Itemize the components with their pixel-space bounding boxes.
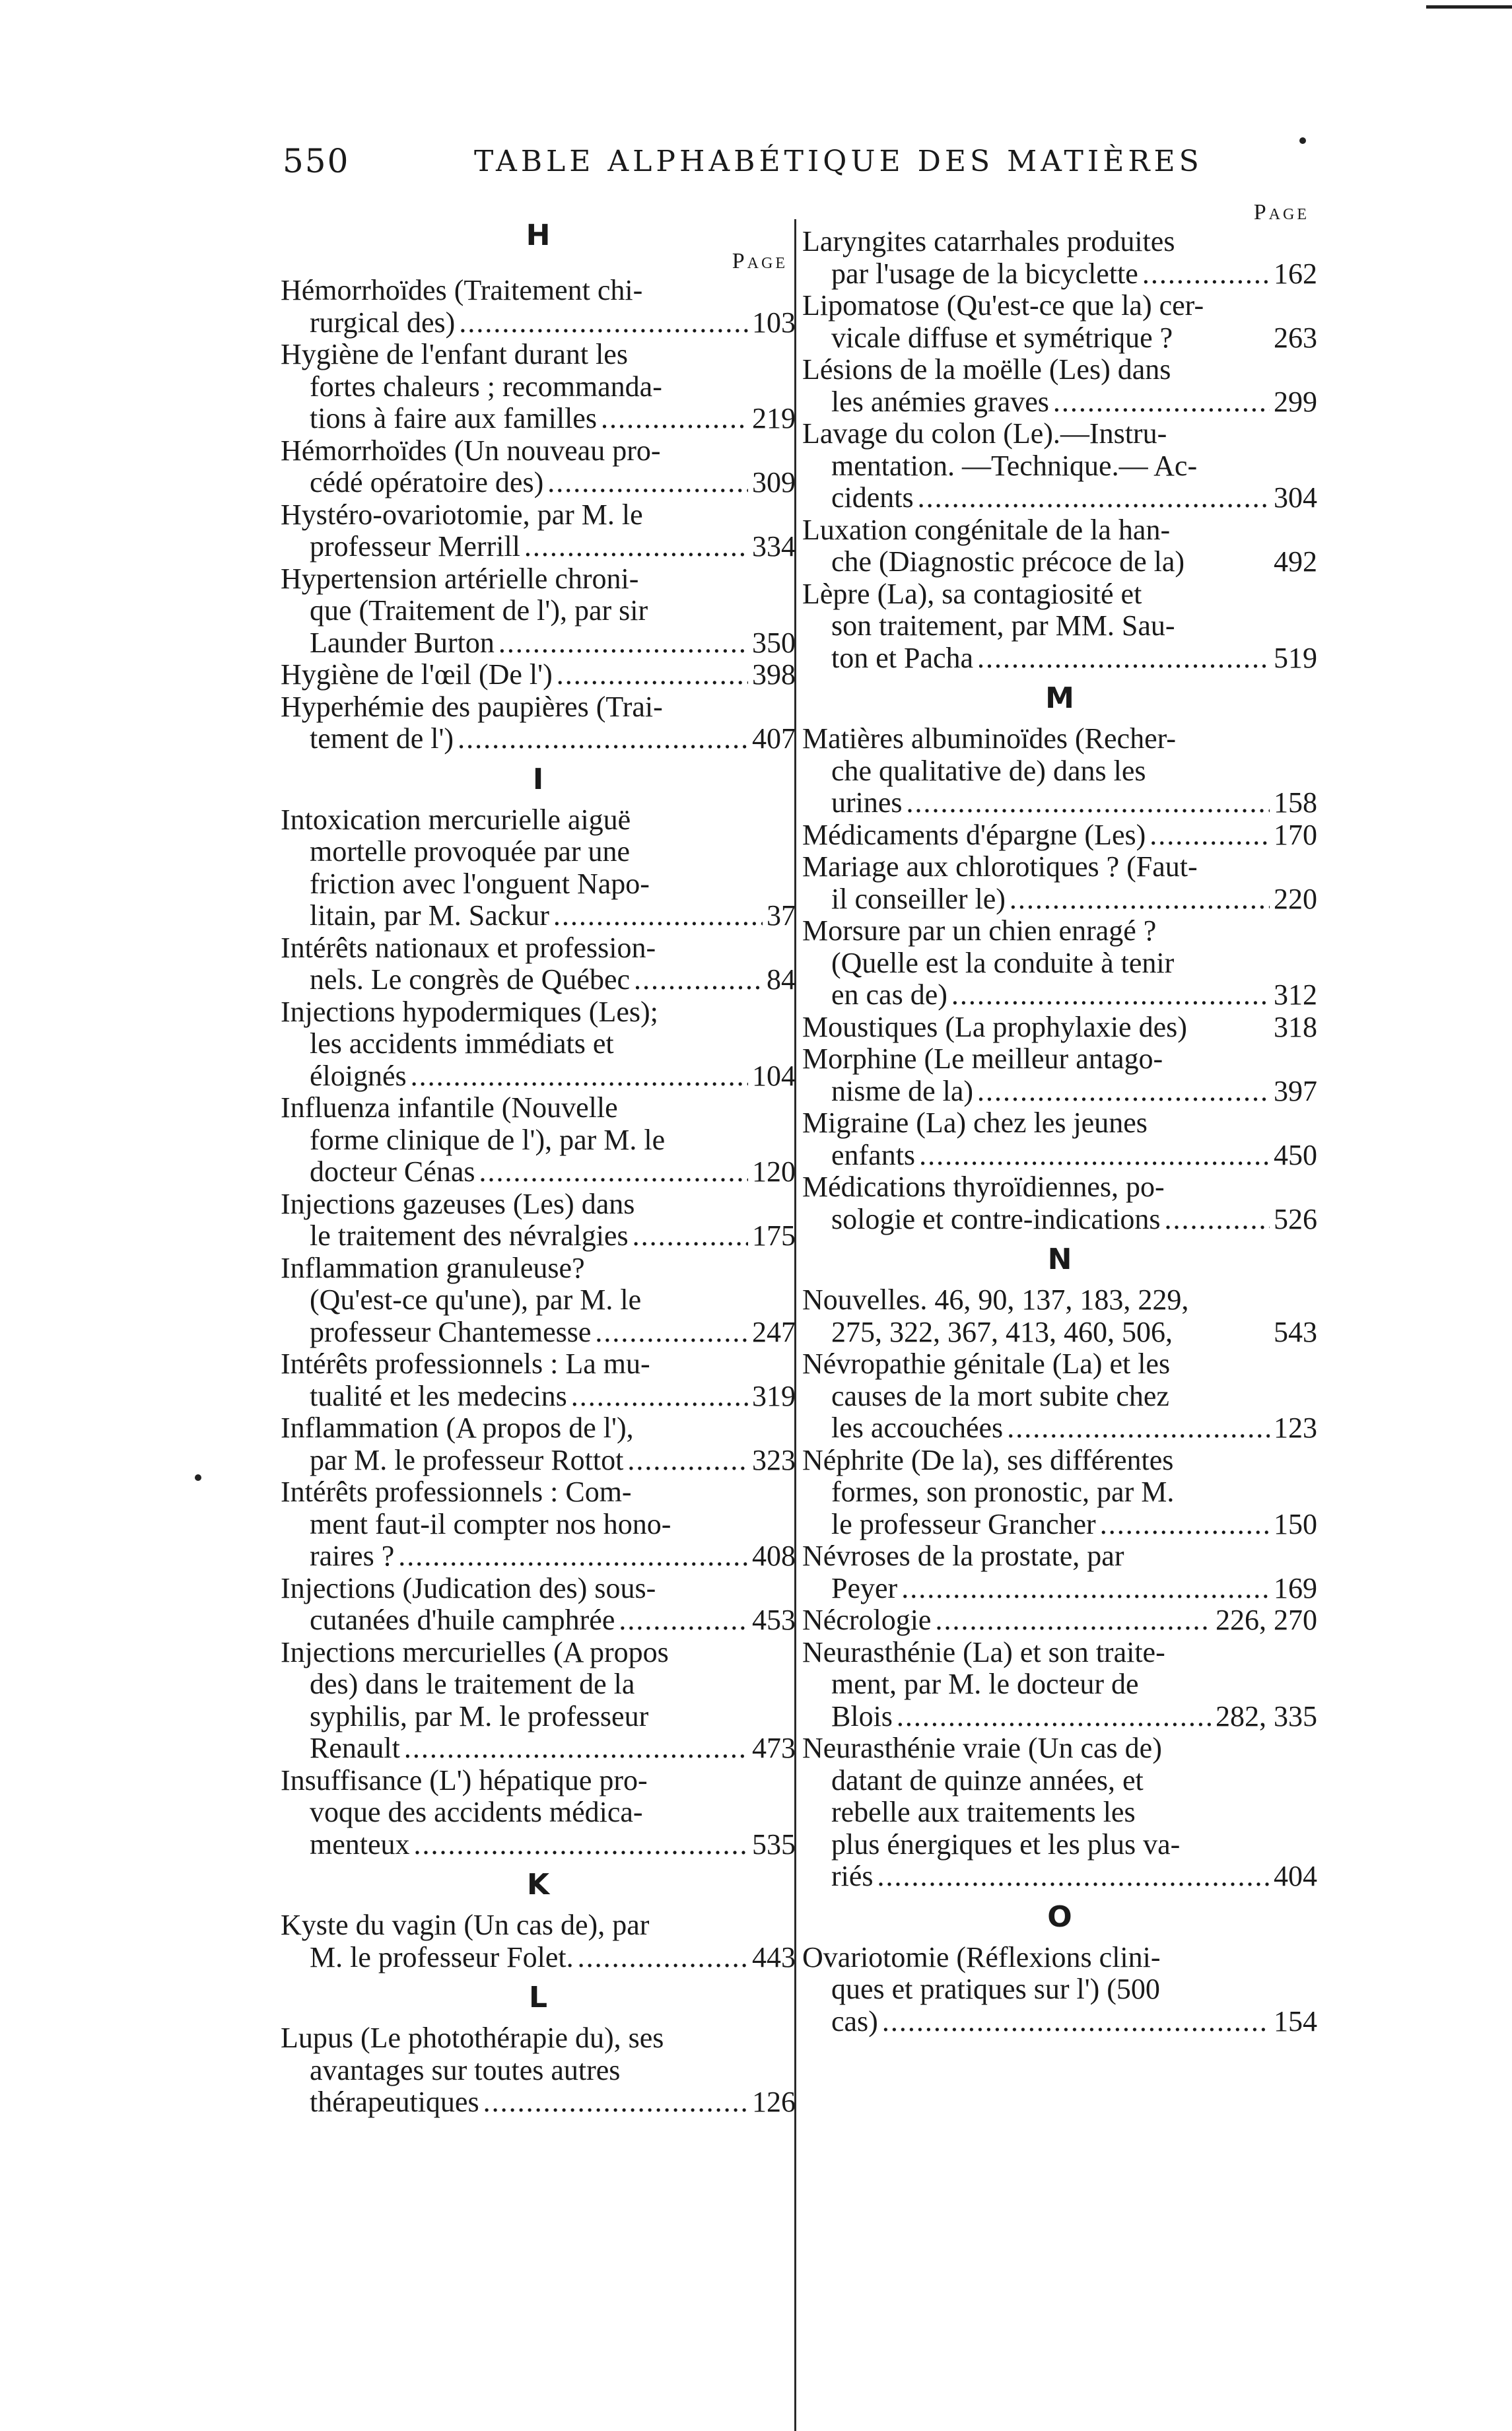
dot-leader [459,307,748,339]
entry-line: (Qu'est-ce qu'une), par M. le [310,1284,642,1316]
index-entry [802,851,1317,915]
index-entry [281,1637,796,1765]
entry-text: Peyer [831,1572,898,1604]
dot-leader [935,1604,1212,1637]
index-entry [802,1942,1317,2038]
entry-line: les accidents immédiats et [310,1028,614,1060]
page-reference: 170 [1274,819,1317,851]
section-letter: K [526,1868,550,1901]
dot-leader [458,723,748,755]
dot-leader [619,1604,748,1637]
dot-leader [578,1942,748,1974]
index-entry [802,1171,1317,1235]
index-entry [281,2022,796,2119]
entry-line [281,964,796,996]
entry-text: urines [831,787,903,819]
entry-text: cas) [831,2005,878,2037]
index-entry [802,1604,1317,1637]
entry-line: Névropathie génitale (La) et les [802,1348,1171,1380]
entry-line: Médications thyroïdiennes, po- [802,1171,1165,1203]
dot-leader [411,1060,748,1093]
page-reference: 319 [752,1380,796,1412]
entry-line [802,322,1317,355]
entry-line [802,1011,1317,1044]
index-entry [802,226,1317,290]
index-entry [802,819,1317,852]
entry-line: plus énergiques et les plus va- [831,1828,1181,1861]
dot-leader [1007,1412,1270,1445]
ink-speck [195,1474,201,1481]
entry-line: che qualitative de) dans les [831,755,1146,787]
page-reference: 408 [752,1540,796,1572]
entry-line [802,258,1317,291]
index-entry [802,514,1317,578]
dot-leader [1165,1204,1270,1236]
entry-line: Influenza infantile (Nouvelle [281,1092,618,1124]
dot-leader [977,642,1270,675]
entry-line [281,1540,796,1573]
dot-leader [634,964,763,996]
entry-line [802,642,1317,675]
page-reference: 104 [752,1060,796,1092]
entry-line: ment, par M. le docteur de [831,1668,1139,1700]
entry-line [281,2086,796,2119]
entry-line: Injections gazeuses (Les) dans [281,1188,635,1220]
entry-text: Hygiène de l'œil (De l') [281,659,553,691]
dot-leader [479,1156,748,1188]
page-reference: 299 [1274,386,1317,418]
running-header [283,142,1220,195]
section-letter: H [526,219,551,252]
entry-line [802,1204,1317,1236]
dot-leader [877,1861,1270,1893]
page-reference: 450 [1274,1139,1317,1171]
entry-line: Neurasthénie vraie (Un cas de) [802,1732,1162,1764]
page-reference: 37 [767,900,796,932]
entry-text: éloignés [310,1060,407,1092]
section-letter: O [1047,1900,1072,1934]
index-entry [281,435,796,499]
dot-leader [1010,883,1270,916]
corner-rule [1426,5,1512,9]
page-reference: 120 [752,1156,796,1188]
section-letter: I [532,762,544,796]
entry-line: Matières albuminoïdes (Recher- [802,723,1177,755]
entry-text: Renault [310,1732,400,1764]
page-reference: 492 [1274,546,1317,578]
entry-line [281,1381,796,1413]
page-reference: 398 [752,659,796,691]
entry-line [802,2006,1317,2038]
index-entry [281,499,796,563]
entry-text: Launder Burton [310,627,495,659]
dot-leader [918,482,1270,514]
entry-line: Intérêts professionnels : Com- [281,1476,632,1508]
entry-text: sologie et contre-indications [831,1203,1161,1235]
index-entry [802,1107,1317,1171]
dot-leader [907,787,1270,819]
entry-text: cidents [831,482,914,514]
entry-line: Mariage aux chlorotiques ? (Faut- [802,851,1198,883]
entry-line [281,1060,796,1093]
entry-line: Luxation congénitale de la han- [802,514,1171,546]
entry-line: Insuffisance (L') hépatique pro- [281,1764,648,1797]
entry-text: M. le professeur Folet. [310,1941,574,1973]
entry-line [802,819,1317,852]
index-entry [802,578,1317,675]
entry-text: docteur Cénas [310,1156,475,1188]
index-entry [802,1348,1317,1445]
entry-line: Intoxication mercurielle aiguë [281,804,631,836]
entry-line [281,531,796,563]
page-reference: 162 [1274,257,1317,290]
entry-text: che (Diagnostic précoce de la) [831,546,1185,578]
entry-line: Hygiène de l'enfant durant les [281,339,628,370]
page-reference: 103 [752,306,796,339]
dot-leader [1100,1509,1270,1541]
entry-text: Moustiques (La prophylaxie des) [802,1011,1187,1043]
entry-line: Migraine (La) chez les jeunes [802,1107,1148,1139]
entry-text: les anémies graves [831,386,1049,418]
entry-line: fortes chaleurs ; recommanda- [310,370,662,403]
entry-line: datant de quinze années, et [831,1764,1144,1797]
page-reference: 154 [1274,2005,1317,2037]
index-entry [281,563,796,660]
entry-line: causes de la mort subite chez [831,1380,1169,1412]
entry-line: Hystéro-ovariotomie, par M. le [281,498,643,531]
dot-leader [524,531,748,563]
index-entry [281,691,796,755]
entry-line [281,1604,796,1637]
entry-line: Laryngites catarrhales produites [802,226,1175,257]
entry-line: voque des accidents médica- [310,1797,643,1828]
entry-text: 275, 322, 367, 413, 460, 506, [831,1316,1173,1348]
page-reference: 397 [1274,1075,1317,1107]
entry-line [281,1942,796,1974]
left-column [281,211,796,2119]
entry-text: riés [831,1861,874,1892]
entry-text: en cas de) [831,979,947,1011]
entry-line [802,1861,1317,1893]
index-entry [802,1043,1317,1107]
entry-text: raires ? [310,1540,395,1572]
entry-line: Neurasthénie (La) et son traite- [802,1636,1165,1668]
entry-line: avantages sur toutes autres [310,2054,621,2086]
page-reference: 443 [752,1941,796,1973]
dot-leader [601,403,748,435]
entry-line [281,1156,796,1188]
entry-line: Inflammation (A propos de l'), [281,1412,634,1444]
dot-leader [398,1540,748,1573]
entry-text: par l'usage de la bicyclette [831,257,1138,290]
page-column-label: Page [1253,200,1309,224]
entry-text: professeur Chantemesse [310,1316,592,1348]
dot-leader [404,1732,748,1765]
entry-line: Intérêts professionnels : La mu- [281,1348,650,1380]
entry-line: Lèpre (La), sa contagiosité et [802,578,1142,610]
entry-text: tement de l') [310,723,454,755]
index-entry [802,354,1317,418]
dot-leader [1142,258,1270,291]
index-entry [802,723,1317,819]
entry-text: rurgical des) [310,306,456,339]
entry-text: litain, par M. Sackur [310,900,549,932]
index-entry [281,1573,796,1637]
page-reference: 226, 270 [1216,1604,1317,1636]
entry-line [281,1829,796,1861]
dot-leader [901,1573,1270,1605]
entry-line [802,546,1317,578]
entry-text: cédé opératoire des) [310,467,544,498]
dot-leader [627,1445,748,1477]
entry-line: ques et pratiques sur l') (500 [831,1973,1160,2005]
dot-leader [557,659,748,691]
page-reference: 304 [1274,482,1317,514]
index-entry [281,659,796,691]
entry-line [281,403,796,435]
page-reference: 519 [1274,642,1317,674]
entry-text: cutanées d'huile camphrée [310,1604,615,1636]
index-entry [802,1011,1317,1044]
dot-leader [633,1220,748,1252]
entry-line: Kyste du vagin (Un cas de), par [281,1909,650,1941]
index-entry [802,418,1317,514]
dot-leader [882,2006,1270,2038]
entry-text: ton et Pacha [831,642,974,674]
entry-line: Injections mercurielles (A propos [281,1636,669,1668]
section-letter: L [528,1981,548,2014]
entry-line [281,1220,796,1252]
entry-line [802,1076,1317,1108]
dot-leader [414,1829,748,1861]
entry-line: (Quelle est la conduite à tenir [831,947,1175,979]
dot-leader [547,467,748,499]
entry-text: thérapeutiques [310,2086,479,2118]
entry-line: Hémorrhoïdes (Un nouveau pro- [281,434,661,467]
entry-text: les accouchées [831,1412,1004,1444]
entry-line: Ovariotomie (Réflexions clini- [802,1941,1161,1973]
dot-leader [571,1381,748,1413]
page-reference: 407 [752,723,796,755]
entry-line [802,1509,1317,1541]
right-column [802,200,1317,2037]
page-reference: 169 [1274,1572,1317,1604]
page-reference: 123 [1274,1412,1317,1444]
entry-line [281,467,796,499]
dot-leader [951,979,1270,1011]
page-reference: 312 [1274,979,1317,1011]
entry-line [802,883,1317,916]
entry-text: le professeur Grancher [831,1508,1096,1540]
page-reference: 150 [1274,1508,1317,1540]
entry-line: Inflammation granuleuse? [281,1252,585,1284]
entry-line: Lipomatose (Qu'est-ce que la) cer- [802,290,1204,322]
entry-line: Lupus (Le photothérapie du), ses [281,2022,664,2054]
entry-line: Lavage du colon (Le).—Instru- [802,418,1167,450]
index-entry [281,804,796,932]
entry-text: le traitement des névralgies [310,1220,629,1252]
dot-leader [1053,386,1270,419]
entry-text: Blois [831,1700,893,1732]
entry-text: nels. Le congrès de Québec [310,964,631,996]
index-entry [802,915,1317,1011]
entry-line [802,1140,1317,1172]
entry-line: forme clinique de l'), par M. le [310,1124,666,1156]
entry-line: Néphrite (De la), ses différentes [802,1444,1174,1476]
entry-line [281,1317,796,1349]
dot-leader [483,2086,748,2119]
section-letter: M [1045,681,1074,715]
entry-line: des) dans le traitement de la [310,1668,635,1700]
entry-line [281,307,796,339]
page-reference: 263 [1274,322,1317,354]
page-reference: 526 [1274,1203,1317,1235]
entry-line: syphilis, par M. le professeur [310,1700,649,1732]
dot-leader [1150,819,1270,852]
entry-line: Névroses de la prostate, par [802,1540,1124,1572]
entry-line: Hyperhémie des paupières (Trai- [281,691,663,723]
entry-line: Lésions de la moëlle (Les) dans [802,354,1171,386]
page-reference: 219 [752,403,796,434]
page-reference: 247 [752,1316,796,1348]
entry-text: par M. le professeur Rottot [310,1444,624,1476]
index-entry [281,996,796,1093]
page-reference: 84 [767,964,796,996]
entry-text: professeur Merrill [310,531,520,563]
entry-line: son traitement, par MM. Sau- [831,610,1175,642]
dot-leader [897,1701,1212,1733]
dot-leader [595,1317,748,1349]
entry-line: Morphine (Le meilleur antago- [802,1043,1163,1075]
page-reference: 453 [752,1604,796,1636]
entry-text: tualité et les medecins [310,1380,567,1412]
index-entry [281,1476,796,1573]
dot-leader [498,627,748,660]
index-entry [802,1732,1317,1893]
entry-text: il conseiller le) [831,883,1006,915]
page-reference: 318 [1274,1011,1317,1043]
entry-text: nisme de la) [831,1075,974,1107]
entry-line: Morsure par un chien enragé ? [802,915,1157,947]
dot-leader [977,1076,1270,1108]
page-reference: 334 [752,531,796,563]
entry-line [802,1701,1317,1733]
entry-line [802,386,1317,419]
entry-line [281,723,796,755]
index-entry [281,1412,796,1476]
running-title: TABLE ALPHABÉTIQUE DES MATIÈRES [474,145,1203,178]
entry-line [281,900,796,932]
index-entry [281,275,796,339]
page-reference: 282, 335 [1216,1700,1317,1732]
index-entry [281,1909,796,1973]
page-reference: 323 [752,1444,796,1476]
entry-line: Injections hypodermiques (Les); [281,996,658,1028]
page-reference: 220 [1274,883,1317,915]
index-entry [281,1765,796,1861]
page-reference: 473 [752,1732,796,1764]
index-entry [281,1092,796,1188]
index-entry [802,1540,1317,1604]
entry-text: vicale diffuse et symétrique ? [831,322,1173,354]
entry-line [802,1412,1317,1445]
index-entry [281,1348,796,1412]
entry-line: Hypertension artérielle chroni- [281,563,639,595]
ink-speck [1299,137,1306,144]
entry-line: que (Traitement de l'), par sir [310,595,648,627]
index-entry [802,1445,1317,1541]
index-entry [281,1188,796,1252]
entry-line [281,1445,796,1477]
entry-line [802,787,1317,819]
entry-line [802,1573,1317,1605]
page-reference: 404 [1274,1861,1317,1892]
page-reference: 175 [752,1220,796,1252]
page-reference: 309 [752,467,796,498]
entry-line: Hémorrhoïdes (Traitement chi- [281,275,643,306]
page-reference: 158 [1274,787,1317,819]
entry-text: Médicaments d'épargne (Les) [802,819,1146,851]
entry-text: enfants [831,1139,916,1171]
index-entry [802,290,1317,354]
page-reference: 535 [752,1828,796,1861]
entry-line [281,627,796,660]
index-entry [802,1637,1317,1733]
index-entry [802,1284,1317,1348]
entry-line [802,979,1317,1011]
section-letter: N [1047,1243,1072,1276]
entry-text: Nécrologie [802,1604,932,1636]
entry-line [802,1317,1317,1349]
entry-line: Intérêts nationaux et profession- [281,932,656,964]
index-entry [281,1252,796,1349]
entry-text: tions à faire aux familles [310,403,597,434]
entry-line: formes, son pronostic, par M. [831,1476,1175,1508]
page-column-label: Page [732,249,788,273]
entry-line: mentation. —Technique.— Ac- [831,450,1198,482]
page-reference: 543 [1274,1316,1317,1348]
entry-line [802,482,1317,514]
entry-line: Nouvelles. 46, 90, 137, 183, 229, [802,1284,1189,1316]
page-reference: 350 [752,627,796,659]
entry-text: menteux [310,1828,410,1861]
page-number: 550 [283,142,350,180]
dot-leader [919,1140,1270,1172]
page-reference: 126 [752,2086,796,2118]
index-entry [281,932,796,996]
entry-line: friction avec l'onguent Napo- [310,868,650,900]
entry-line: Injections (Judication des) sous- [281,1572,656,1604]
entry-line: rebelle aux traitements les [831,1797,1136,1828]
entry-line [802,1604,1317,1637]
entry-line [281,1732,796,1765]
entry-line: ment faut-il compter nos hono- [310,1508,671,1540]
entry-line [281,659,796,691]
entry-line: mortelle provoquée par une [310,836,631,868]
index-entry [281,339,796,435]
dot-leader [553,900,763,932]
